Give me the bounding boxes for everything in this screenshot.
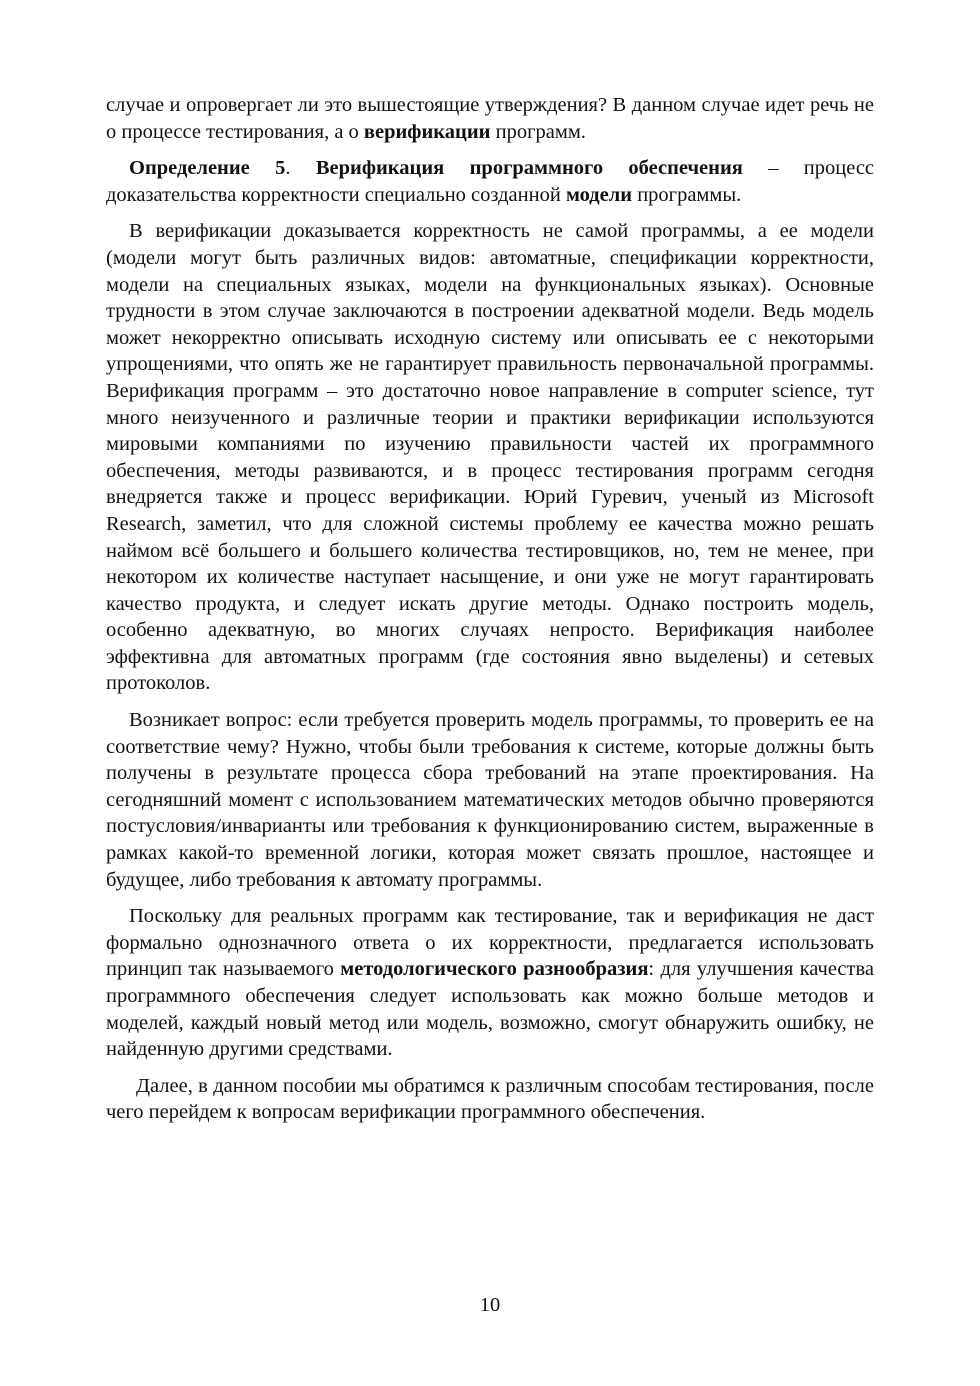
definition-separator: .	[285, 157, 316, 180]
term-model: модели	[565, 183, 633, 206]
term-methodological-diversity: методологического разнообразия	[340, 958, 649, 981]
paragraph-verification-models: В верификации доказывается корректность не самой программы, а ее модели (модели могут быть различных видов: автоматные, спецификации корректности, модели на специальных языках, модели на функциональных языках). Основные трудности в этом случае заключаются в построении адекватной модели. Ведь модель может некорректно описывать исходную систему или описывать ее с некоторыми упрощениями, что опять же не гарантирует правильность первоначальной программы. Верификация программ – это достаточно новое направление в computer science, тут много неизученного и различные теории и практики верификации используются мировыми компаниями по изучению правильности частей их программного обеспечения, методы развиваются, и в процесс тестирования программ сегодня внедряется также и процесс верификации. Юрий Гуревич, ученый из Microsoft Research, заметил, что для сложной системы проблему ее качества можно решать наймом всё большего и большего количества тестировщиков, но, тем не менее, при некотором их количестве наступает насыщение, и они уже не могут гарантировать качество продукта, и следует искать другие методы. Однако построить модель, особенно адекватную, во многих случаях непросто. Верификация наиболее эффективна для автоматных программ (где состояния явно выделены) и сетевых протоколов.	[106, 220, 874, 695]
definition-label: Определение 5	[129, 157, 286, 180]
paragraph-continuation	[106, 92, 874, 145]
paragraph-1-text-2: программ.	[490, 120, 586, 143]
paragraph-5-text-1: Поскольку для реальных программ как тестирование, так и верификация не даст формально однозначного ответа о их корректности, предлагается использовать принцип так называемого	[106, 905, 874, 981]
definition-paragraph	[106, 155, 874, 208]
definition-term: Верификация программного обеспечения	[315, 157, 743, 180]
page-number: 10	[479, 1294, 501, 1316]
paragraph-5-text-2: : для улучшения качества программного обеспечения следует использовать как можно больше методов и моделей, каждый новый метод или модель, возможно, смогут обнаружить ошибку, не найденную другими средствами.	[106, 958, 874, 1061]
paragraph-requirements: Возникает вопрос: если требуется проверить модель программы, то проверить ее на соответствие чему? Нужно, чтобы были требования к системе, которые должны быть получены в результате процесса сбора требований на этапе проектирования. На сегодняшний момент с использованием математических методов обычно проверяются постусловия/инварианты или требования к функционированию систем, выраженные в рамках какой-то временной логики, которая может связать прошлое, настоящее и будущее, либо требования к автомату программы.	[106, 709, 874, 891]
body-text	[106, 92, 874, 1136]
term-verification: верификации	[363, 120, 491, 143]
paragraph-1-text-1: случае и опровергает ли это вышестоящие утверждения? В данном случае идет речь не о процессе тестирования, а о	[106, 94, 874, 143]
definition-text-2: программы.	[632, 183, 742, 206]
paragraph-further: Далее, в данном пособии мы обратимся к различным способам тестирования, после чего перейдем к вопросам верификации программного обеспечения.	[106, 1074, 874, 1124]
definition-text-1: – процесс доказательства корректности специально созданной	[106, 157, 875, 206]
paragraph-methodological-diversity	[106, 903, 874, 1063]
